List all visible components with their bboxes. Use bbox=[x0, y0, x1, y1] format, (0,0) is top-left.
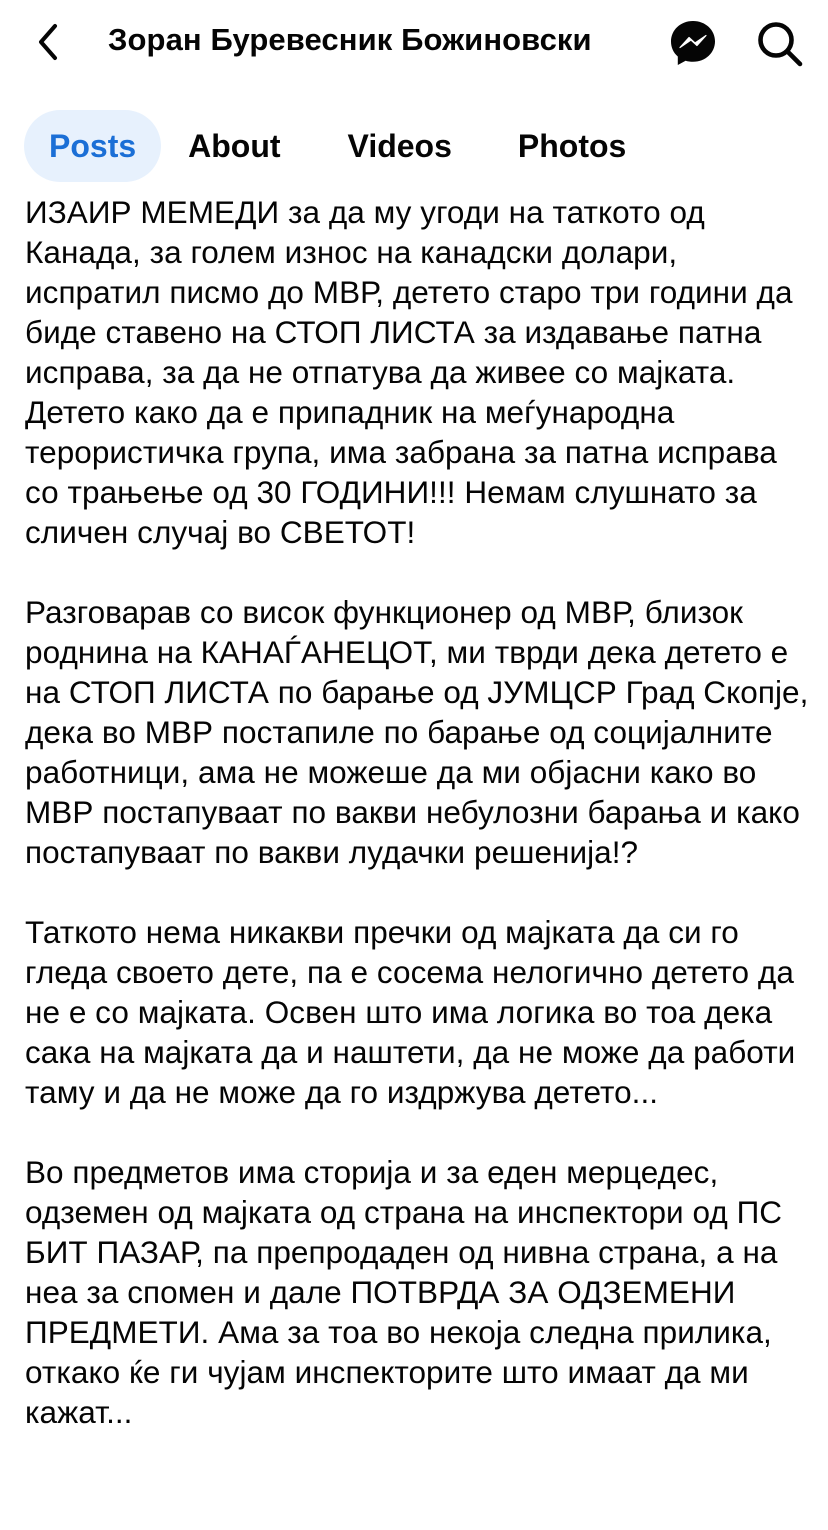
messenger-button[interactable] bbox=[668, 18, 718, 68]
search-icon bbox=[754, 18, 806, 70]
post-paragraph: Таткото нема никакви пречки од мајката да си го гледа своето дете, па е сосема нелогично детето да не е со мајката. Освен што има логика во тоа дека сака на мајката да и наштети, да не може да работи таму и да не може да го издржува детето... bbox=[25, 914, 796, 1110]
post-body bbox=[25, 192, 815, 1472]
top-bar bbox=[0, 0, 828, 90]
post-paragraph: Во предметов има сторија и за еден мерцедес, одземен од мајката од страна на инспектори од ПС БИТ ПАЗАР, па препродаден од нивна страна, а на неа за спомен и дале ПОТВРДА ЗА ОДЗЕМЕНИ ПРЕДМЕТИ. Ама за тоа во некоја следна прилика, откако ќе ги чујам инспекторите што имаат да ми кажат... bbox=[25, 1154, 783, 1430]
tab-about[interactable]: About bbox=[188, 128, 281, 164]
tab-posts[interactable]: Posts bbox=[24, 110, 161, 182]
post-paragraph: Разговарав со висок функционер од МВР, близок роднина на КАНАЃАНЕЦОТ, ми тврди дека детето е на СТОП ЛИСТА по барање од ЈУМЦСР Град Скопје, дека во МВР постапиле по барање од социјалните работници, ама не можеше да ми објасни како во МВР постапуваат по вакви небулозни барања и како постапуваат по вакви лудачки решенија!? bbox=[25, 594, 809, 870]
search-button[interactable] bbox=[754, 18, 806, 70]
page-title: Зоран Буревесник Божиновски bbox=[108, 22, 592, 57]
tab-photos[interactable]: Photos bbox=[517, 128, 627, 164]
chevron-left-icon bbox=[35, 22, 61, 62]
tab-videos[interactable]: Videos bbox=[347, 128, 452, 164]
back-button[interactable] bbox=[26, 20, 70, 64]
profile-tabs bbox=[24, 110, 651, 182]
messenger-icon bbox=[668, 18, 718, 68]
post-paragraph: ИЗАИР МЕМЕДИ за да му угоди на таткото од Канада, за голем износ на канадски долари, испратил писмо до МВР, детето старо три години да биде ставено на СТОП ЛИСТА за издавање патна исправа, за да не отпатува да живее со мајката. Детето како да е припадник на меѓународна терористичка група, има забрана за патна исправа со трањење од 30 ГОДИНИ!!! Немам слушнато за сличен случај во СВЕТОТ! bbox=[25, 194, 793, 550]
